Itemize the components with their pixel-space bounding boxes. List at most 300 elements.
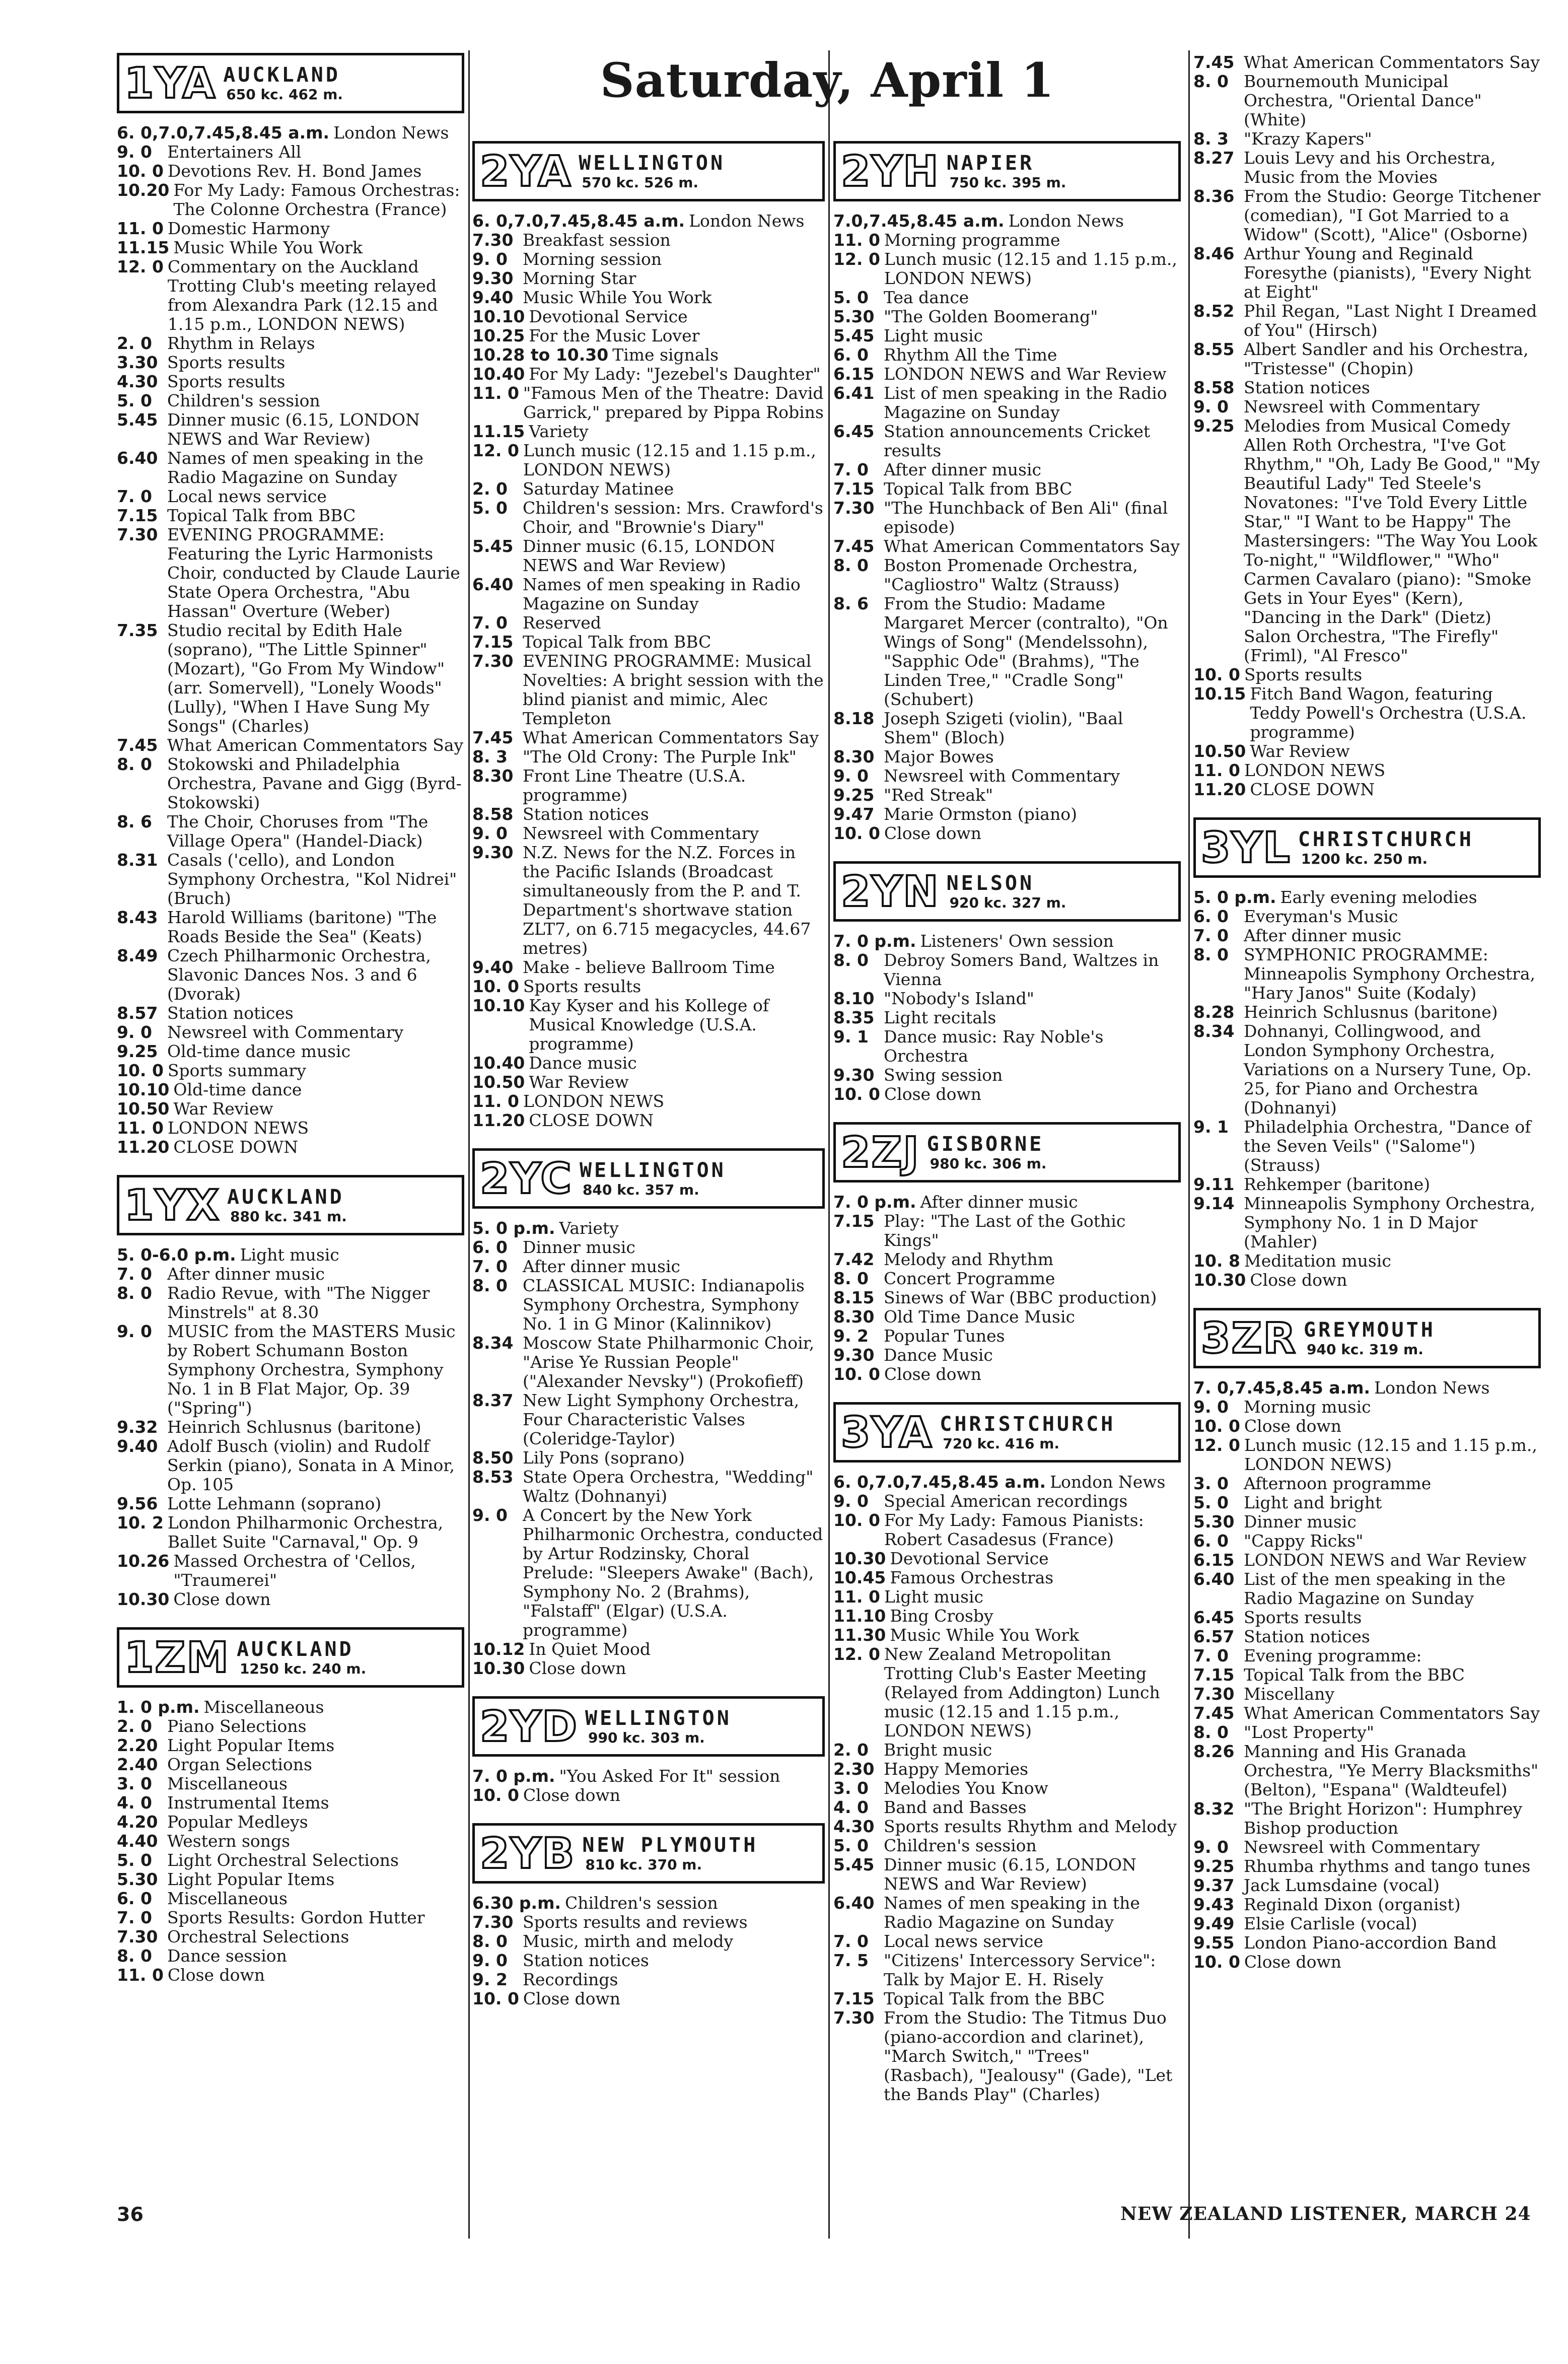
programme-list [117,123,464,1157]
programme-title: CLOSE DOWN [529,1110,654,1130]
programme-title: London News [689,211,805,231]
programme-title: London News [1374,1378,1490,1398]
programme-entry [833,1817,1181,1836]
programme-title: Close down [173,1589,271,1609]
programme-entry [833,1549,1181,1568]
programme-time: 8.31 [117,850,158,870]
programme-title: Devotions Rev. H. Bond James [167,161,422,181]
programme-title: Close down [523,1989,621,2008]
programme-entry [1193,1665,1541,1685]
programme-time: 9.37 [1193,1875,1235,1895]
programme-time: 3.30 [117,353,158,372]
programme-time: 9.30 [833,1065,875,1085]
programme-entry [1193,1876,1541,1895]
programme-title: Names of men speaking in the Radio Magazine on Sunday [884,1893,1140,1932]
programme-title: Marie Ormston (piano) [884,804,1077,824]
programme-entry [472,613,825,633]
programme-title: Joseph Szigeti (violin), "Baal Shem" (Bloch) [884,709,1123,747]
programme-entry [472,326,825,345]
programme-time: 10.10 [117,1080,170,1099]
programme-title: "Lost Property" [1244,1722,1375,1742]
programme-entry [1193,1118,1541,1175]
programme-time: 8.58 [472,804,514,824]
programme-entry [117,1552,464,1590]
programme-title: After dinner music [884,460,1042,479]
programme-title: Newsreel with Commentary [523,823,759,843]
programme-title: Minneapolis Symphony Orchestra, Symphony No. 1 in D Major (Mahler) [1244,1194,1535,1251]
programme-title: Lunch music (12.15 and 1.15 p.m., LONDON NEWS) [1244,1435,1537,1474]
programme-title: Children's session [167,391,320,410]
programme-entry [833,537,1181,556]
programme-entry [1193,1194,1541,1251]
programme-time: 10. 0 [833,823,880,843]
programme-list [472,1894,825,2008]
programme-time: 4.20 [117,1812,158,1832]
programme-entry [472,824,825,843]
station-frequency: 750 kc. 395 m. [949,174,1066,191]
programme-time: 8. 6 [117,812,152,831]
programme-entry [1193,53,1541,72]
programme-entry [833,932,1181,951]
programme-title: Variety [529,422,589,441]
programme-title: Newsreel with Commentary [167,1022,404,1042]
programme-title: "The Old Crony: The Purple Ink" [523,747,797,767]
programme-title: Sports results [167,353,286,372]
station-logo [833,1122,1181,1183]
programme-entry [1193,1723,1541,1742]
programme-title: "The Bright Horizon": Humphrey Bishop production [1244,1799,1523,1838]
programme-time: 5. 0-6.0 p.m. [117,1245,236,1265]
programme-time: 6. 0 [117,1889,152,1908]
programme-entry [1193,340,1541,378]
programme-title: For the Music Lover [529,326,700,345]
programme-title: Massed Orchestra of 'Cellos, "Traumerei" [173,1551,416,1590]
programme-entry [472,441,825,479]
programme-title: Reginald Dixon (organist) [1244,1895,1461,1914]
programme-time: 8. 0 [117,754,152,774]
programme-entry [117,1851,464,1870]
programme-entry [1193,1436,1541,1474]
programme-title: Albert Sandler and his Orchestra, "Tristesse" (Chopin) [1244,339,1529,378]
programme-time: 10.20 [117,180,170,200]
programme-time: 9. 0 [472,249,508,269]
programme-title: Old-time dance music [167,1041,351,1061]
programme-time: 10. 0 [117,161,164,181]
station-callsign: 1YA [124,58,217,108]
programme-entry [833,212,1181,231]
programme-title: Sports Results: Gordon Hutter [167,1908,425,1927]
programme-entry [472,767,825,805]
programme-time: 2. 0 [472,479,508,499]
programme-title: Morning programme [884,230,1060,250]
programme-entry [833,1798,1181,1817]
programme-time: 9. 0 [117,142,152,162]
programme-list [833,212,1181,843]
column-rule [828,50,830,2239]
programme-entry [1193,397,1541,416]
programme-time: 10. 0 [833,1084,880,1104]
programme-title: Dance music: Ray Noble's Orchestra [884,1027,1104,1066]
programme-entry [833,307,1181,326]
station-logo [472,1696,825,1757]
programme-entry [1193,1895,1541,1914]
programme-title: Topical Talk from the BBC [1244,1665,1465,1685]
programme-entry [1193,1608,1541,1627]
station-frequency: 810 kc. 370 m. [585,1856,702,1873]
programme-title: Bright music [884,1740,992,1760]
programme-entry [833,1836,1181,1855]
programme-title: Arthur Young and Reginald Foresythe (pianists), "Every Night at Eight" [1244,244,1531,302]
programme-entry [117,908,464,946]
programme-time: 8. 0 [117,1946,152,1966]
programme-time: 10. 0 [1193,665,1240,684]
programme-title: Dinner music [523,1237,635,1257]
programme-time: 4. 0 [833,1797,869,1817]
programme-entry [472,1932,825,1951]
programme-list [833,1473,1181,2104]
station-2YD [472,1696,825,1805]
programme-entry [472,977,825,996]
programme-time: 9. 0 [472,1505,508,1525]
programme-entry [1193,1742,1541,1799]
station-location: WELLINGTON [579,1158,726,1182]
programme-entry [472,345,825,365]
station-location: GISBORNE [926,1132,1044,1156]
programme-title: Early evening melodies [1280,887,1477,907]
programme-title: Popular Medleys [167,1812,308,1832]
programme-time: 8. 0 [833,1269,869,1288]
programme-title: Rhumba rhythms and tango tunes [1244,1856,1531,1876]
programme-title: Dance session [167,1946,287,1966]
programme-title: LONDON NEWS and War Review [1244,1550,1527,1570]
programme-time: 10.10 [472,307,525,326]
programme-list [117,1245,464,1609]
programme-entry [833,1626,1181,1645]
programme-time: 9.47 [833,804,875,824]
programme-title: Close down [1244,1952,1342,1972]
programme-title: New Light Symphony Orchestra, Four Characteristic Valses (Coleridge-Taylor) [523,1390,800,1448]
programme-list [472,1767,825,1805]
station-callsign: 2YN [841,867,940,916]
column-4 [1193,53,1541,1990]
programme-title: Light music [884,326,983,345]
programme-entry [117,1080,464,1099]
programme-time: 8.32 [1193,1799,1235,1819]
programme-entry [1193,1857,1541,1876]
programme-time: 8.36 [1193,186,1235,206]
programme-time: 9.30 [472,268,514,288]
programme-entry [1193,1685,1541,1704]
station-location-block [227,1186,457,1225]
publication-footer: NEW ZEALAND LISTENER, MARCH 24 [1120,2203,1531,2224]
programme-title: CLOSE DOWN [1250,780,1375,799]
programme-entry [117,736,464,755]
programme-entry [1193,1271,1541,1290]
programme-entry [1193,1003,1541,1022]
column-rule [468,50,470,2239]
programme-time: 9. 0 [1193,1837,1229,1857]
station-location-block [582,1834,817,1873]
programme-time: 8. 0 [833,950,869,970]
programme-entry [117,372,464,391]
programme-time: 7.45 [472,728,514,747]
programme-entry [117,583,464,621]
programme-title: Light and bright [1244,1493,1382,1512]
programme-time: 8. 0 [1193,1722,1229,1742]
programme-entry [117,1437,464,1494]
programme-title: Tea dance [884,288,969,307]
programme-title: London News [1050,1472,1166,1492]
programme-time: 9.30 [833,1345,875,1365]
station-frequency: 920 kc. 327 m. [949,894,1066,911]
programme-title: War Review [173,1099,273,1119]
programme-entry [117,1322,464,1418]
programme-time: 10. 0 [472,1785,519,1805]
programme-time: 9.25 [1193,1856,1235,1876]
programme-entry [833,989,1181,1008]
programme-title: Swing session [884,1065,1003,1085]
column-rule [1188,50,1190,2239]
programme-entry [117,1717,464,1736]
programme-time: 10. 0 [1193,1952,1240,1972]
programme-title: Instrumental Items [167,1793,329,1813]
programme-title: What American Commentators Say [523,728,819,747]
programme-entry [117,334,464,353]
programme-time: 8. 0 [472,1276,508,1295]
programme-entry [472,1913,825,1932]
programme-time: 7.35 [117,620,158,640]
programme-title: Manning and His Granada Orchestra, "Ye Merry Blacksmiths" (Belton), "Espana" (Waldteufel) [1244,1742,1539,1799]
programme-time: 9. 1 [1193,1117,1229,1137]
programme-time: 10.15 [1193,684,1246,704]
station-1YX [117,1175,464,1609]
programme-title: The Choir, Choruses from "The Village Opera" (Handel-Diack) [167,812,429,851]
programme-entry [833,1365,1181,1384]
station-location-block [579,152,817,191]
programme-entry [833,1212,1181,1250]
programme-time: 11.20 [1193,780,1246,799]
programme-title: Bournemouth Municipal Orchestra, "Oriental Dance" (White) [1244,72,1482,129]
programme-time: 10. 0 [833,1510,880,1530]
programme-title: Radio Revue, with "The Nigger Minstrels" at 8.30 [167,1283,430,1322]
programme-title: Dinner music (6.15, LONDON NEWS and War Review) [884,1855,1136,1894]
programme-time: 7. 0 [1193,926,1229,945]
programme-entry [117,1755,464,1774]
programme-time: 11. 0 [472,383,519,403]
programme-time: 9. 0 [833,1491,869,1511]
programme-entry [1193,684,1541,742]
programme-time: 10. 8 [1193,1251,1240,1271]
programme-entry [472,1659,825,1678]
station-2YB [472,1823,825,2008]
programme-time: 9.43 [1193,1895,1235,1914]
programme-entry [833,384,1181,422]
programme-title: What American Commentators Say [884,536,1180,556]
programme-entry [117,181,464,219]
programme-title: Music While You Work [523,288,712,307]
programme-time: 5. 0 p.m. [472,1218,555,1238]
programme-title: Lotte Lehmann (soprano) [167,1494,382,1513]
programme-title: From the Studio: George Titchener (comedian), "I Got Married to a Widow" (Scott), "Alice" (Osborne) [1244,186,1541,244]
programme-time: 11.30 [833,1625,886,1645]
programme-title: Melody and Rhythm [884,1249,1054,1269]
programme-time: 8.37 [472,1390,514,1410]
programme-entry [117,1736,464,1755]
programme-time: 9.30 [472,843,514,862]
column-1 [117,53,464,2003]
station-location: WELLINGTON [585,1706,732,1730]
programme-time: 7. 0 [117,1264,152,1284]
programme-entry [117,1698,464,1717]
programme-list [1193,1378,1541,1972]
programme-entry [833,747,1181,767]
programme-title: Fitch Band Wagon, featuring Teddy Powell's Orchestra (U.S.A. programme) [1250,684,1527,742]
programme-time: 11. 0 [833,1587,880,1607]
programme-time: 10.10 [472,996,525,1015]
programme-time: 12. 0 [1193,1435,1240,1455]
programme-title: From the Studio: Madame Margaret Mercer (contralto), "On Wings of Song" (Mendelssohn), "Sapphic Ode" (Brahms), "The Linden Tree," "Cradle Song" (Schubert) [884,594,1168,709]
programme-title: Newsreel with Commentary [1244,1837,1480,1857]
programme-entry [472,479,825,499]
programme-title: EVENING PROGRAMME: Featuring the Lyric Harmonists Choir, conducted by Claude Laurie [167,525,460,583]
programme-time: 7.45 [833,536,875,556]
programme-title: Old Time Dance Music [884,1307,1075,1327]
programme-entry [472,575,825,613]
programme-title: London Piano-accordion Band [1244,1933,1497,1953]
programme-entry [833,1989,1181,2008]
programme-time: 10.50 [1193,741,1246,761]
programme-entry [1193,1646,1541,1665]
programme-entry [833,786,1181,805]
programme-time: 6. 0,7.0,7.45,8.45 a.m. [833,1472,1046,1492]
programme-time: 5.45 [833,1855,875,1874]
programme-title: Meditation music [1244,1251,1391,1271]
station-logo [117,53,464,113]
programme-entry [1193,1799,1541,1838]
programme-title: Reserved [523,613,601,633]
programme-title: Morning Star [523,268,636,288]
programme-time: 6.30 p.m. [472,1893,561,1913]
programme-time: 8.15 [833,1288,875,1307]
programme-title: Famous Orchestras [890,1568,1054,1587]
programme-time: 7.30 [472,1912,514,1932]
station-2YN [833,861,1181,1104]
programme-entry [1193,926,1541,945]
programme-time: 2.30 [833,1759,875,1779]
programme-entry [1193,149,1541,187]
programme-title: Orchestral Selections [167,1927,349,1946]
programme-entry [117,1061,464,1080]
programme-time: 10. 0 [833,1364,880,1384]
programme-time: 8.34 [472,1333,514,1353]
programme-time: 6.40 [472,575,514,594]
programme-entry [1193,1512,1541,1532]
programme-entry [472,1257,825,1276]
programme-entry [833,422,1181,460]
station-3YA [833,1402,1181,2104]
programme-entry [472,307,825,326]
programme-entry [472,499,825,537]
programme-entry [117,1908,464,1927]
programme-title: Music, mirth and melody [523,1931,734,1951]
programme-entry [472,1054,825,1073]
programme-entry [833,288,1181,307]
programme-entry [1193,780,1541,799]
station-2YC [472,1148,825,1678]
programme-time: 7.30 [117,1927,158,1946]
programme-title: Close down [523,1785,621,1805]
programme-entry [472,805,825,824]
programme-time: 8.58 [1193,378,1235,397]
programme-entry [1193,1704,1541,1723]
programme-title: Children's session [884,1836,1037,1855]
programme-entry [117,123,464,143]
programme-title: Close down [884,1364,982,1384]
station-location: CHRISTCHURCH [1298,827,1474,851]
programme-time: 8. 3 [1193,129,1229,149]
station-1ZM [117,1627,464,1985]
station-1YA [117,53,464,1157]
station-callsign: 3YA [841,1408,933,1457]
programme-title: Lily Pons (soprano) [523,1448,685,1468]
programme-title: Music While You Work [890,1625,1080,1645]
programme-time: 7. 0 [833,460,869,479]
programme-title: What American Commentators Say [1244,52,1540,72]
programme-title: Station notices [1244,378,1370,397]
station-callsign: 2YH [841,147,940,196]
programme-title: Topical Talk from the BBC [884,1989,1105,2008]
programme-title: Time signals [612,345,719,365]
programme-time: 5.30 [833,307,875,326]
programme-time: 3. 0 [1193,1474,1229,1493]
programme-entry [1193,1838,1541,1857]
programme-entry [472,1334,825,1391]
programme-entry [833,1741,1181,1760]
programme-entry [472,843,825,958]
programme-entry [833,1760,1181,1779]
programme-title: Front Line Theatre (U.S.A. programme) [523,766,746,805]
programme-title: Local news service [884,1931,1043,1951]
programme-title: After dinner music [920,1192,1078,1212]
programme-entry [117,1004,464,1023]
programme-time: 8.55 [1193,339,1235,359]
programme-title: Names of men speaking in Radio Magazine on Sunday [523,575,801,613]
station-callsign: 2YC [480,1154,573,1203]
programme-entry [1193,129,1541,149]
station-logo [1193,817,1541,878]
programme-entry [117,238,464,257]
station-frequency: 650 kc. 462 m. [226,86,343,103]
programme-time: 6. 0 [1193,1531,1229,1551]
programme-time: 9.25 [117,1041,158,1061]
programme-entry [472,1238,825,1257]
programme-time: 6. 0,7.0,7.45,8.45 a.m. [117,123,330,143]
programme-title: Play: "The Last of the Gothic Kings" [884,1211,1126,1250]
programme-entry [833,1346,1181,1365]
programme-entry [833,824,1181,843]
programme-entry [1193,888,1541,907]
programme-entry [472,958,825,977]
station-callsign: 2YA [480,147,572,196]
programme-time: 7.15 [833,479,875,499]
programme-title: State Opera Orchestra, "Wedding" Waltz (Dohnanyi) [523,1467,814,1506]
programme-entry [833,2008,1181,2104]
programme-time: 8. 0 [1193,72,1229,91]
programme-time: 7.15 [833,1211,875,1231]
programme-title: Old-time dance [173,1080,302,1099]
programme-entry [833,1607,1181,1626]
programme-entry [117,1284,464,1322]
